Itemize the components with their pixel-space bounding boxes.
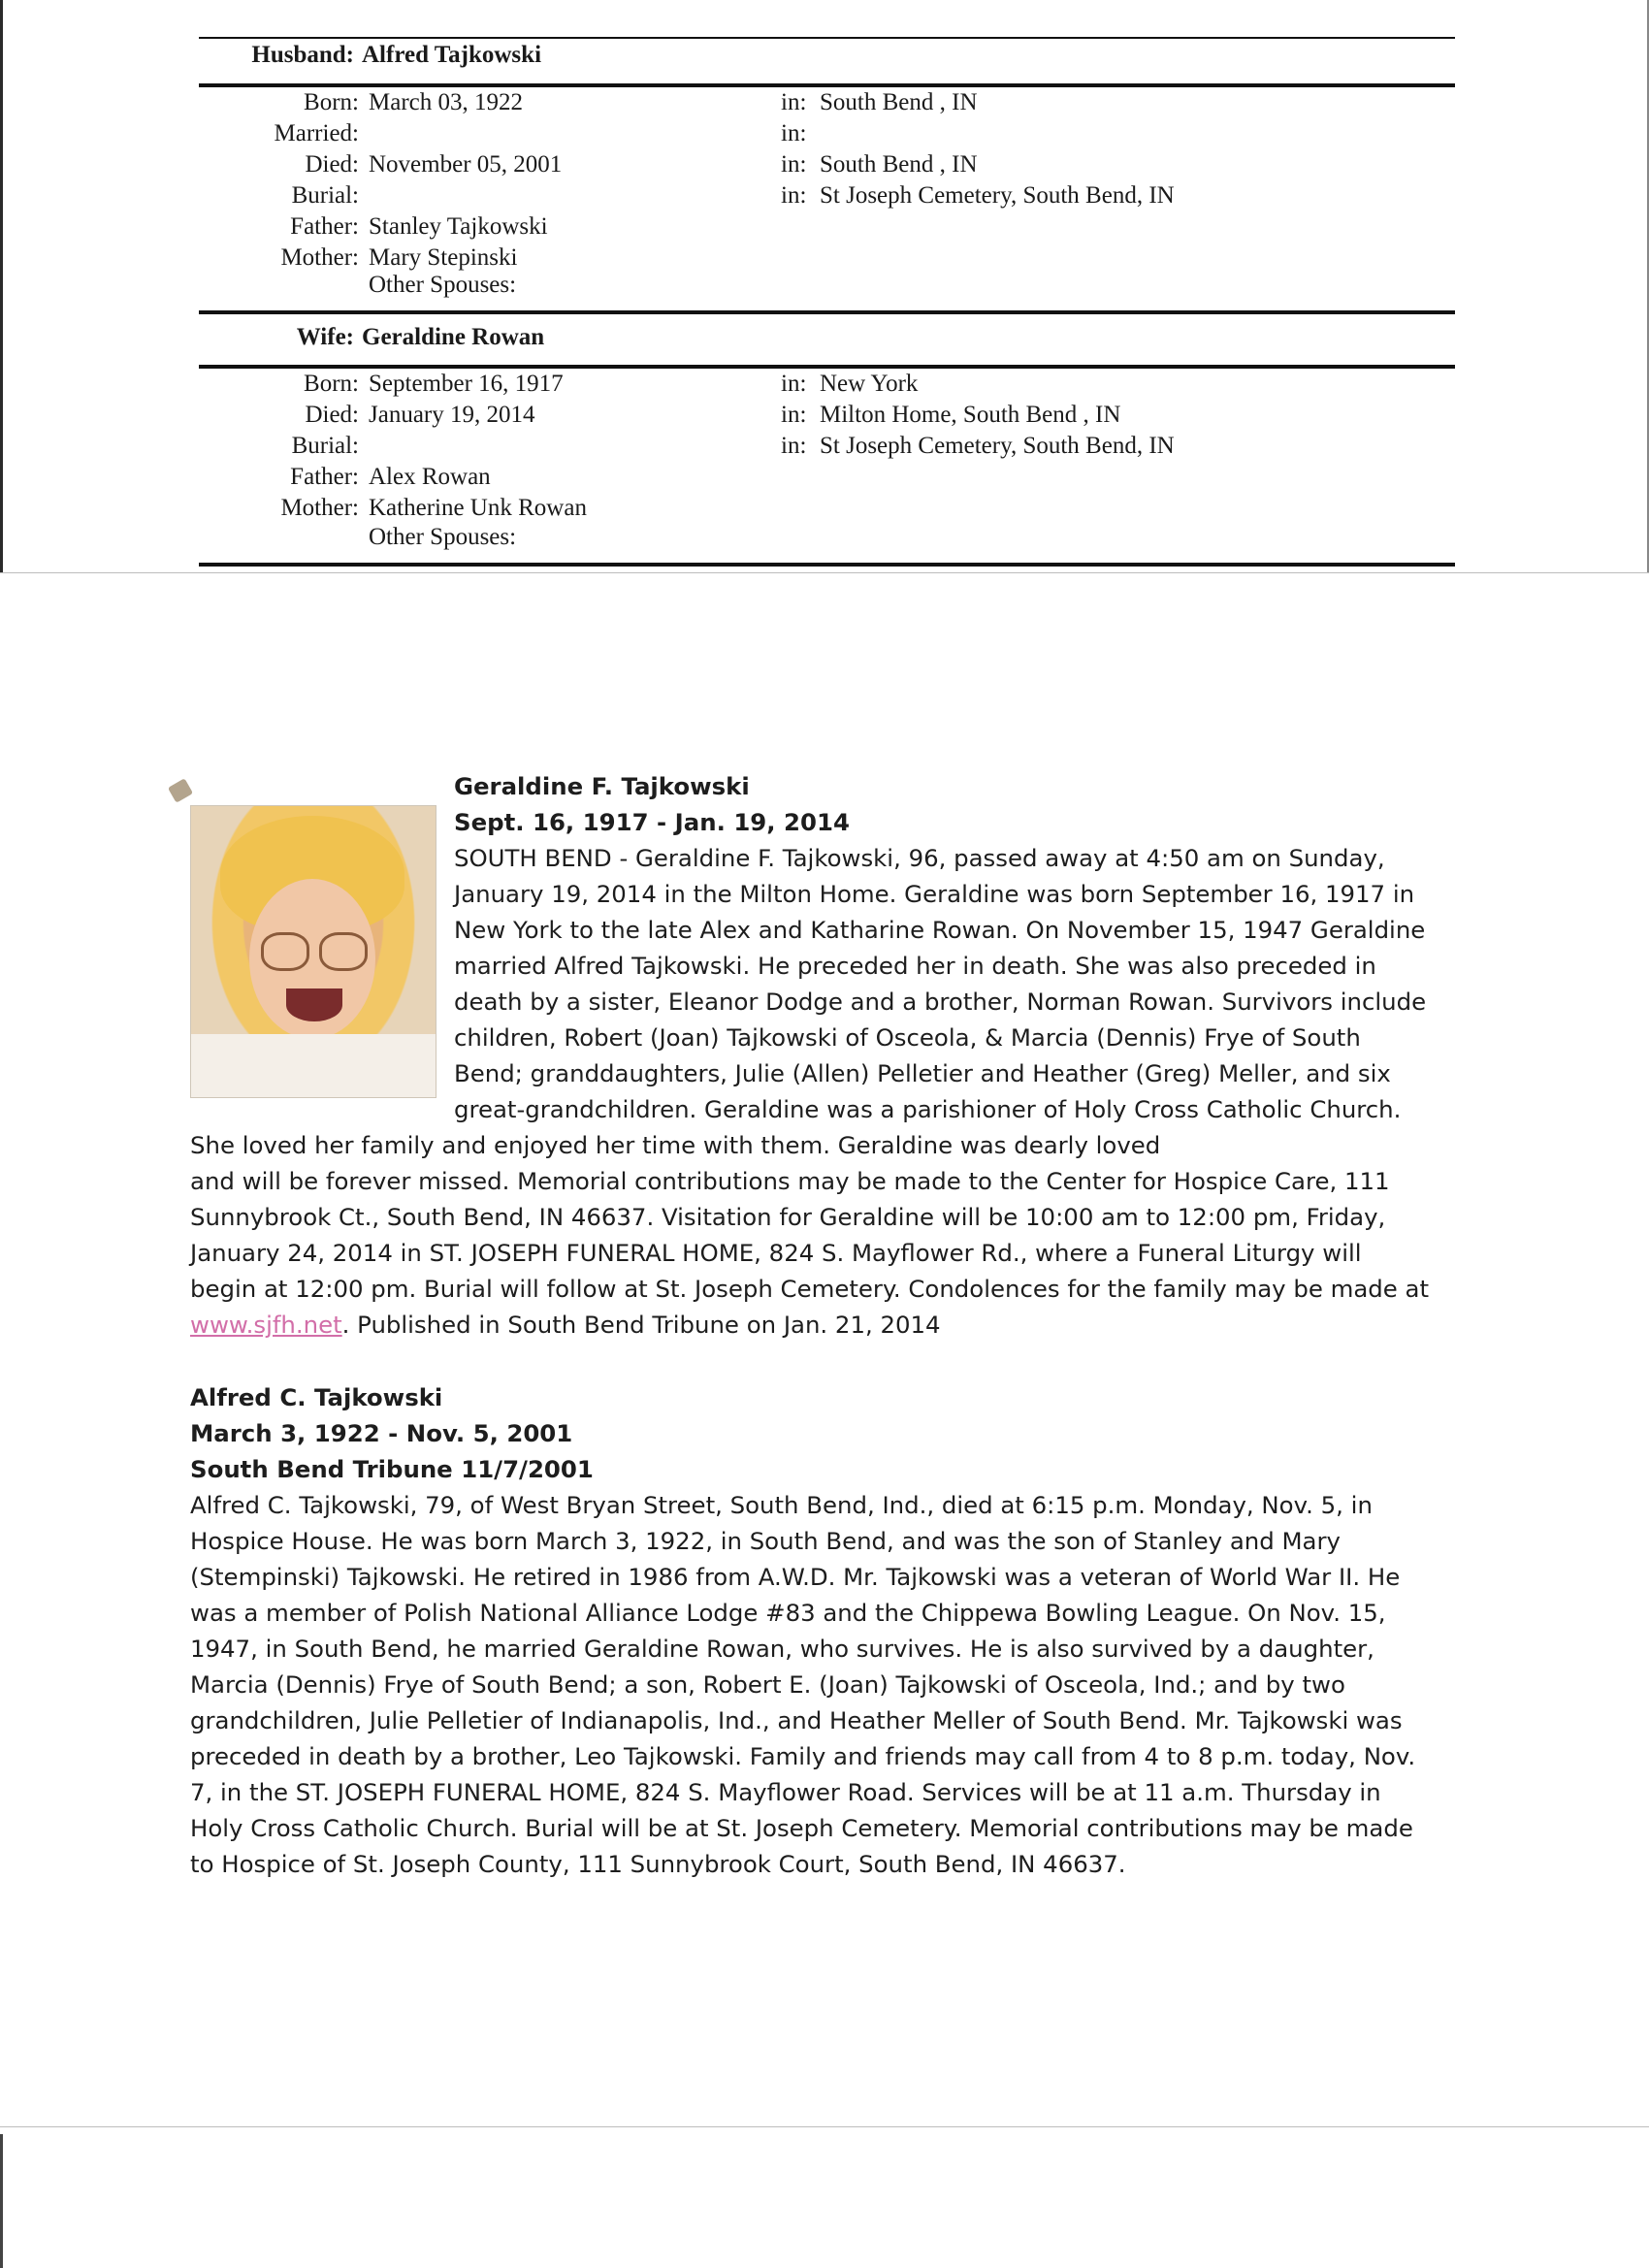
fact-label: Father:	[290, 464, 359, 490]
obituary-geraldine-header	[454, 768, 850, 840]
fact-row	[199, 243, 1455, 274]
obituary-alfred	[190, 1379, 1471, 1882]
obituary-text-line: death by a sister, Eleanor Dodge and a brother, Norman Rowan. Survivors include	[454, 988, 1427, 1016]
obituary-text-line: begin at 12:00 pm. Burial will follow at St. Joseph Cemetery. Condolences for the family may be made at	[190, 1275, 1430, 1303]
husband-label: Husband:	[251, 42, 354, 68]
fact-value: January 19, 2014	[369, 402, 535, 428]
place-label: in:	[781, 182, 807, 209]
husband-other-spouses: Other Spouses:	[369, 272, 517, 298]
fact-row	[199, 400, 1455, 431]
place-label: in:	[781, 120, 807, 146]
obituary-text-line: Holy Cross Catholic Church. Burial will be at St. Joseph Cemetery. Memorial contributions may be made	[190, 1814, 1413, 1842]
obituary-text-line: (Stempinski) Tajkowski. He retired in 1986 from A.W.D. Mr. Tajkowski was a veteran of World War II. He	[190, 1563, 1401, 1591]
obituary-text-line: January 24, 2014 in ST. JOSEPH FUNERAL HOME, 824 S. Mayflower Rd., where a Funeral Liturgy will	[190, 1239, 1362, 1267]
obituary-text-line: Bend; granddaughters, Julie (Allen) Pelletier and Heather (Greg) Meller, and six	[454, 1059, 1391, 1087]
obituary-text-line: 1947, in South Bend, he married Geraldine Rowan, who survives. He is also survived by a daughter,	[190, 1635, 1374, 1663]
obituary-dates: Sept. 16, 1917 - Jan. 19, 2014	[454, 808, 850, 836]
fact-label: Father:	[290, 213, 359, 240]
obituary-text-line: and will be forever missed. Memorial contributions may be made to the Center for Hospice Care, 111	[190, 1167, 1390, 1195]
obituary-name: Alfred C. Tajkowski	[190, 1383, 443, 1411]
obituary-text-line: 7, in the ST. JOSEPH FUNERAL HOME, 824 S. Mayflower Road. Services will be at 11 a.m. Thursday in	[190, 1778, 1381, 1806]
place-value: South Bend , IN	[820, 89, 978, 115]
fact-row	[199, 431, 1455, 462]
place-value: Milton Home, South Bend , IN	[820, 402, 1121, 428]
obituary-geraldine-continued	[190, 1127, 1471, 1343]
fact-row	[199, 369, 1455, 400]
fact-row	[199, 149, 1455, 180]
obituary-dates: March 3, 1922 - Nov. 5, 2001	[190, 1419, 573, 1447]
publication-note: . Published in South Bend Tribune on Jan. 21, 2014	[341, 1311, 941, 1339]
obituary-geraldine-body	[454, 840, 1463, 1127]
divider	[199, 563, 1455, 567]
obituary-source: South Bend Tribune 11/7/2001	[190, 1455, 594, 1483]
scan-edge-top	[0, 0, 3, 572]
place-label: in:	[781, 433, 807, 459]
fact-label: Born:	[304, 89, 359, 115]
fact-value: Alex Rowan	[369, 464, 491, 490]
wife-other-spouses: Other Spouses:	[369, 524, 517, 550]
obituary-text-line: Marcia (Dennis) Frye of South Bend; a son, Robert E. (Joan) Tajkowski of Osceola, Ind.; and by two	[190, 1670, 1345, 1699]
fact-value: November 05, 2001	[369, 151, 563, 178]
obituary-text-line: New York to the late Alex and Katharine Rowan. On November 15, 1947 Geraldine	[454, 916, 1426, 944]
obituary-name: Geraldine F. Tajkowski	[454, 772, 750, 800]
place-value: New York	[820, 371, 919, 397]
portrait-photo	[190, 805, 436, 1098]
fact-label: Died:	[305, 402, 359, 428]
fact-label: Died:	[305, 151, 359, 178]
place-value: St Joseph Cemetery, South Bend, IN	[820, 433, 1175, 459]
fact-label: Married:	[274, 120, 359, 146]
place-value: South Bend , IN	[820, 151, 978, 178]
place-label: in:	[781, 89, 807, 115]
scan-edge-bottom	[0, 2134, 3, 2268]
fact-row	[199, 180, 1455, 211]
fact-label: Burial:	[291, 433, 359, 459]
fact-label: Mother:	[280, 495, 359, 521]
obituary-text-line: great-grandchildren. Geraldine was a parishioner of Holy Cross Catholic Church.	[454, 1095, 1402, 1123]
obituary-text-line: preceded in death by a brother, Leo Tajkowski. Family and friends may call from 4 to 8 p.m. today, Nov.	[190, 1742, 1416, 1770]
wife-name: Geraldine Rowan	[362, 324, 545, 350]
obituary-text-line: January 19, 2014 in the Milton Home. Geraldine was born September 16, 1917 in	[454, 880, 1415, 908]
obituary-last-line	[190, 1307, 1471, 1343]
fact-value: Mary Stepinski	[369, 244, 518, 271]
obituary-text-line: to Hospice of St. Joseph County, 111 Sunnybrook Court, South Bend, IN 46637.	[190, 1850, 1126, 1878]
fact-label: Burial:	[291, 182, 359, 209]
wife-label: Wife:	[296, 324, 354, 350]
fact-label: Born:	[304, 371, 359, 397]
obituary-text-line: grandchildren, Julie Pelletier of Indianapolis, Ind., and Heather Meller of South Bend. Mr. Tajkowski was	[190, 1706, 1403, 1734]
divider	[199, 310, 1455, 314]
obituary-text-line: married Alfred Tajkowski. He preceded her in death. She was also preceded in	[454, 952, 1376, 980]
obituary-text-line: was a member of Polish National Alliance Lodge #83 and the Chippewa Bowling League. On Nov. 15,	[190, 1599, 1386, 1627]
fact-value: September 16, 1917	[369, 371, 564, 397]
fact-row	[199, 118, 1455, 149]
place-label: in:	[781, 151, 807, 178]
obituary-text-line: Alfred C. Tajkowski, 79, of West Bryan Street, South Bend, Ind., died at 6:15 p.m. Monday, Nov. 5, in	[190, 1491, 1373, 1519]
fact-value: Katherine Unk Rowan	[369, 495, 587, 521]
fact-row	[199, 211, 1455, 243]
place-label: in:	[781, 371, 807, 397]
fact-label: Mother:	[280, 244, 359, 271]
tape-fragment	[168, 778, 193, 803]
obituary-text-line: She loved her family and enjoyed her time with them. Geraldine was dearly loved	[190, 1131, 1161, 1159]
obituary-text-line: Hospice House. He was born March 3, 1922, in South Bend, and was the son of Stanley and Mary	[190, 1527, 1341, 1555]
paper-overlay-edge	[0, 572, 1649, 573]
obituary-text-line: SOUTH BEND - Geraldine F. Tajkowski, 96, passed away at 4:50 am on Sunday,	[454, 844, 1385, 872]
funeral-home-link[interactable]: www.sjfh.net	[190, 1311, 342, 1339]
place-label: in:	[781, 402, 807, 428]
fact-value: Stanley Tajkowski	[369, 213, 548, 240]
place-value: St Joseph Cemetery, South Bend, IN	[820, 182, 1175, 209]
divider	[199, 37, 1455, 39]
obituary-text-line: children, Robert (Joan) Tajkowski of Osceola, & Marcia (Dennis) Frye of South	[454, 1023, 1361, 1052]
fact-row	[199, 493, 1455, 524]
paper-bottom-edge	[0, 2126, 1649, 2127]
fact-row	[199, 462, 1455, 493]
fact-value: March 03, 1922	[369, 89, 523, 115]
obituary-text-line: Sunnybrook Ct., South Bend, IN 46637. Visitation for Geraldine will be 10:00 am to 12:00 pm, Friday,	[190, 1203, 1386, 1231]
fact-row	[199, 87, 1455, 118]
husband-name: Alfred Tajkowski	[362, 42, 542, 68]
